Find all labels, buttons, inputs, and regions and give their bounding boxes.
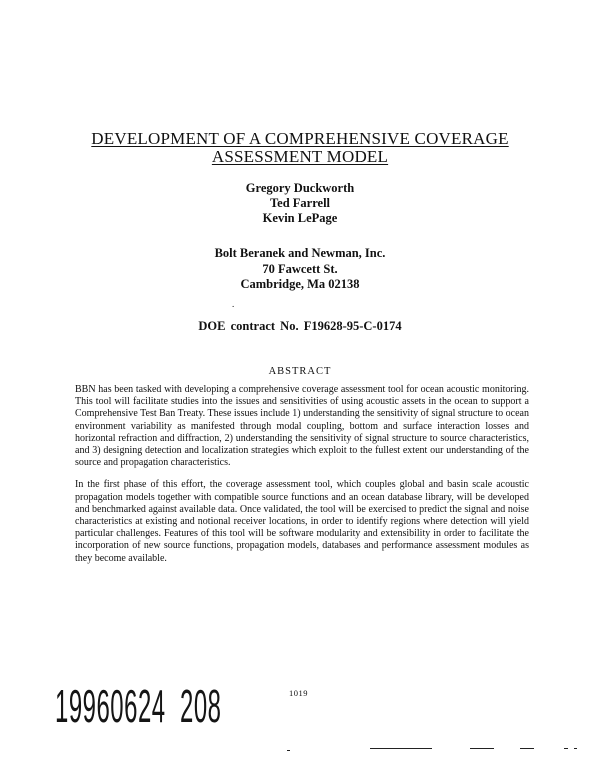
title-line-1: DEVELOPMENT OF A COMPREHENSIVE COVERAGE: [91, 129, 509, 148]
title-line-2: ASSESSMENT MODEL: [211, 147, 389, 166]
scan-mark: [564, 748, 568, 749]
scan-mark: [370, 748, 432, 749]
affiliation-street: 70 Fawcett St.: [262, 261, 338, 276]
author-name: Ted Farrell: [269, 196, 331, 210]
author-list: [150, 181, 450, 226]
footer-scan-marks: [0, 748, 600, 758]
scan-mark: [470, 748, 494, 749]
page-number: 1019: [289, 688, 308, 698]
contract-number: DOE contract No. F19628-95-C-0174: [198, 319, 402, 333]
abstract-paragraph: BBN has been tasked with developing a comprehensive coverage assessment tool for ocean acoustic monitoring. This tool will facilitate studies into the issues and sensitivities of using acoustic assets in the ocean to support a Comprehensive Test Ban Treaty. These issues include 1) understanding the sensitivity of signal structure to ocean environment variability as manifested through modal coupling, bottom and surface interaction losses and horizontal refraction and diffraction, 2) understanding the sensitivity of signal structure to source characteristics, and 3) designing detection and localization strategies which exploit to the fullest extent our understanding of the source and propagation characteristics.: [75, 384, 529, 469]
scan-mark: [520, 748, 534, 749]
abstract-heading: ABSTRACT: [268, 366, 332, 377]
document-number: 19960624 208: [55, 680, 222, 732]
scan-mark: [287, 750, 290, 751]
scan-mark: [574, 748, 577, 749]
author-name: Gregory Duckworth: [245, 181, 355, 195]
affiliation-org: Bolt Beranek and Newman, Inc.: [214, 246, 386, 260]
abstract-body: [75, 384, 529, 575]
affiliation-city: Cambridge, Ma 02138: [240, 277, 360, 291]
affiliation: [150, 246, 450, 293]
paper-title: [60, 130, 540, 166]
stray-mark: .: [232, 299, 235, 309]
abstract-paragraph: In the first phase of this effort, the coverage assessment tool, which couples global and basin scale acoustic propagation models together with compatible source functions and an ocean database library, will be developed and benchmarked against available data. Once validated, the tool will be exercised to predict the signal and noise characteristics at existing and notional receiver locations, in order to identify regions where detection will yield particular challenges. Features of this tool will be software modularity and extensibility in order to facilitate the incorporation of new source functions, propagation models, databases and performance assessment modules as they become available.: [75, 479, 529, 564]
author-name: Kevin LePage: [262, 211, 338, 225]
